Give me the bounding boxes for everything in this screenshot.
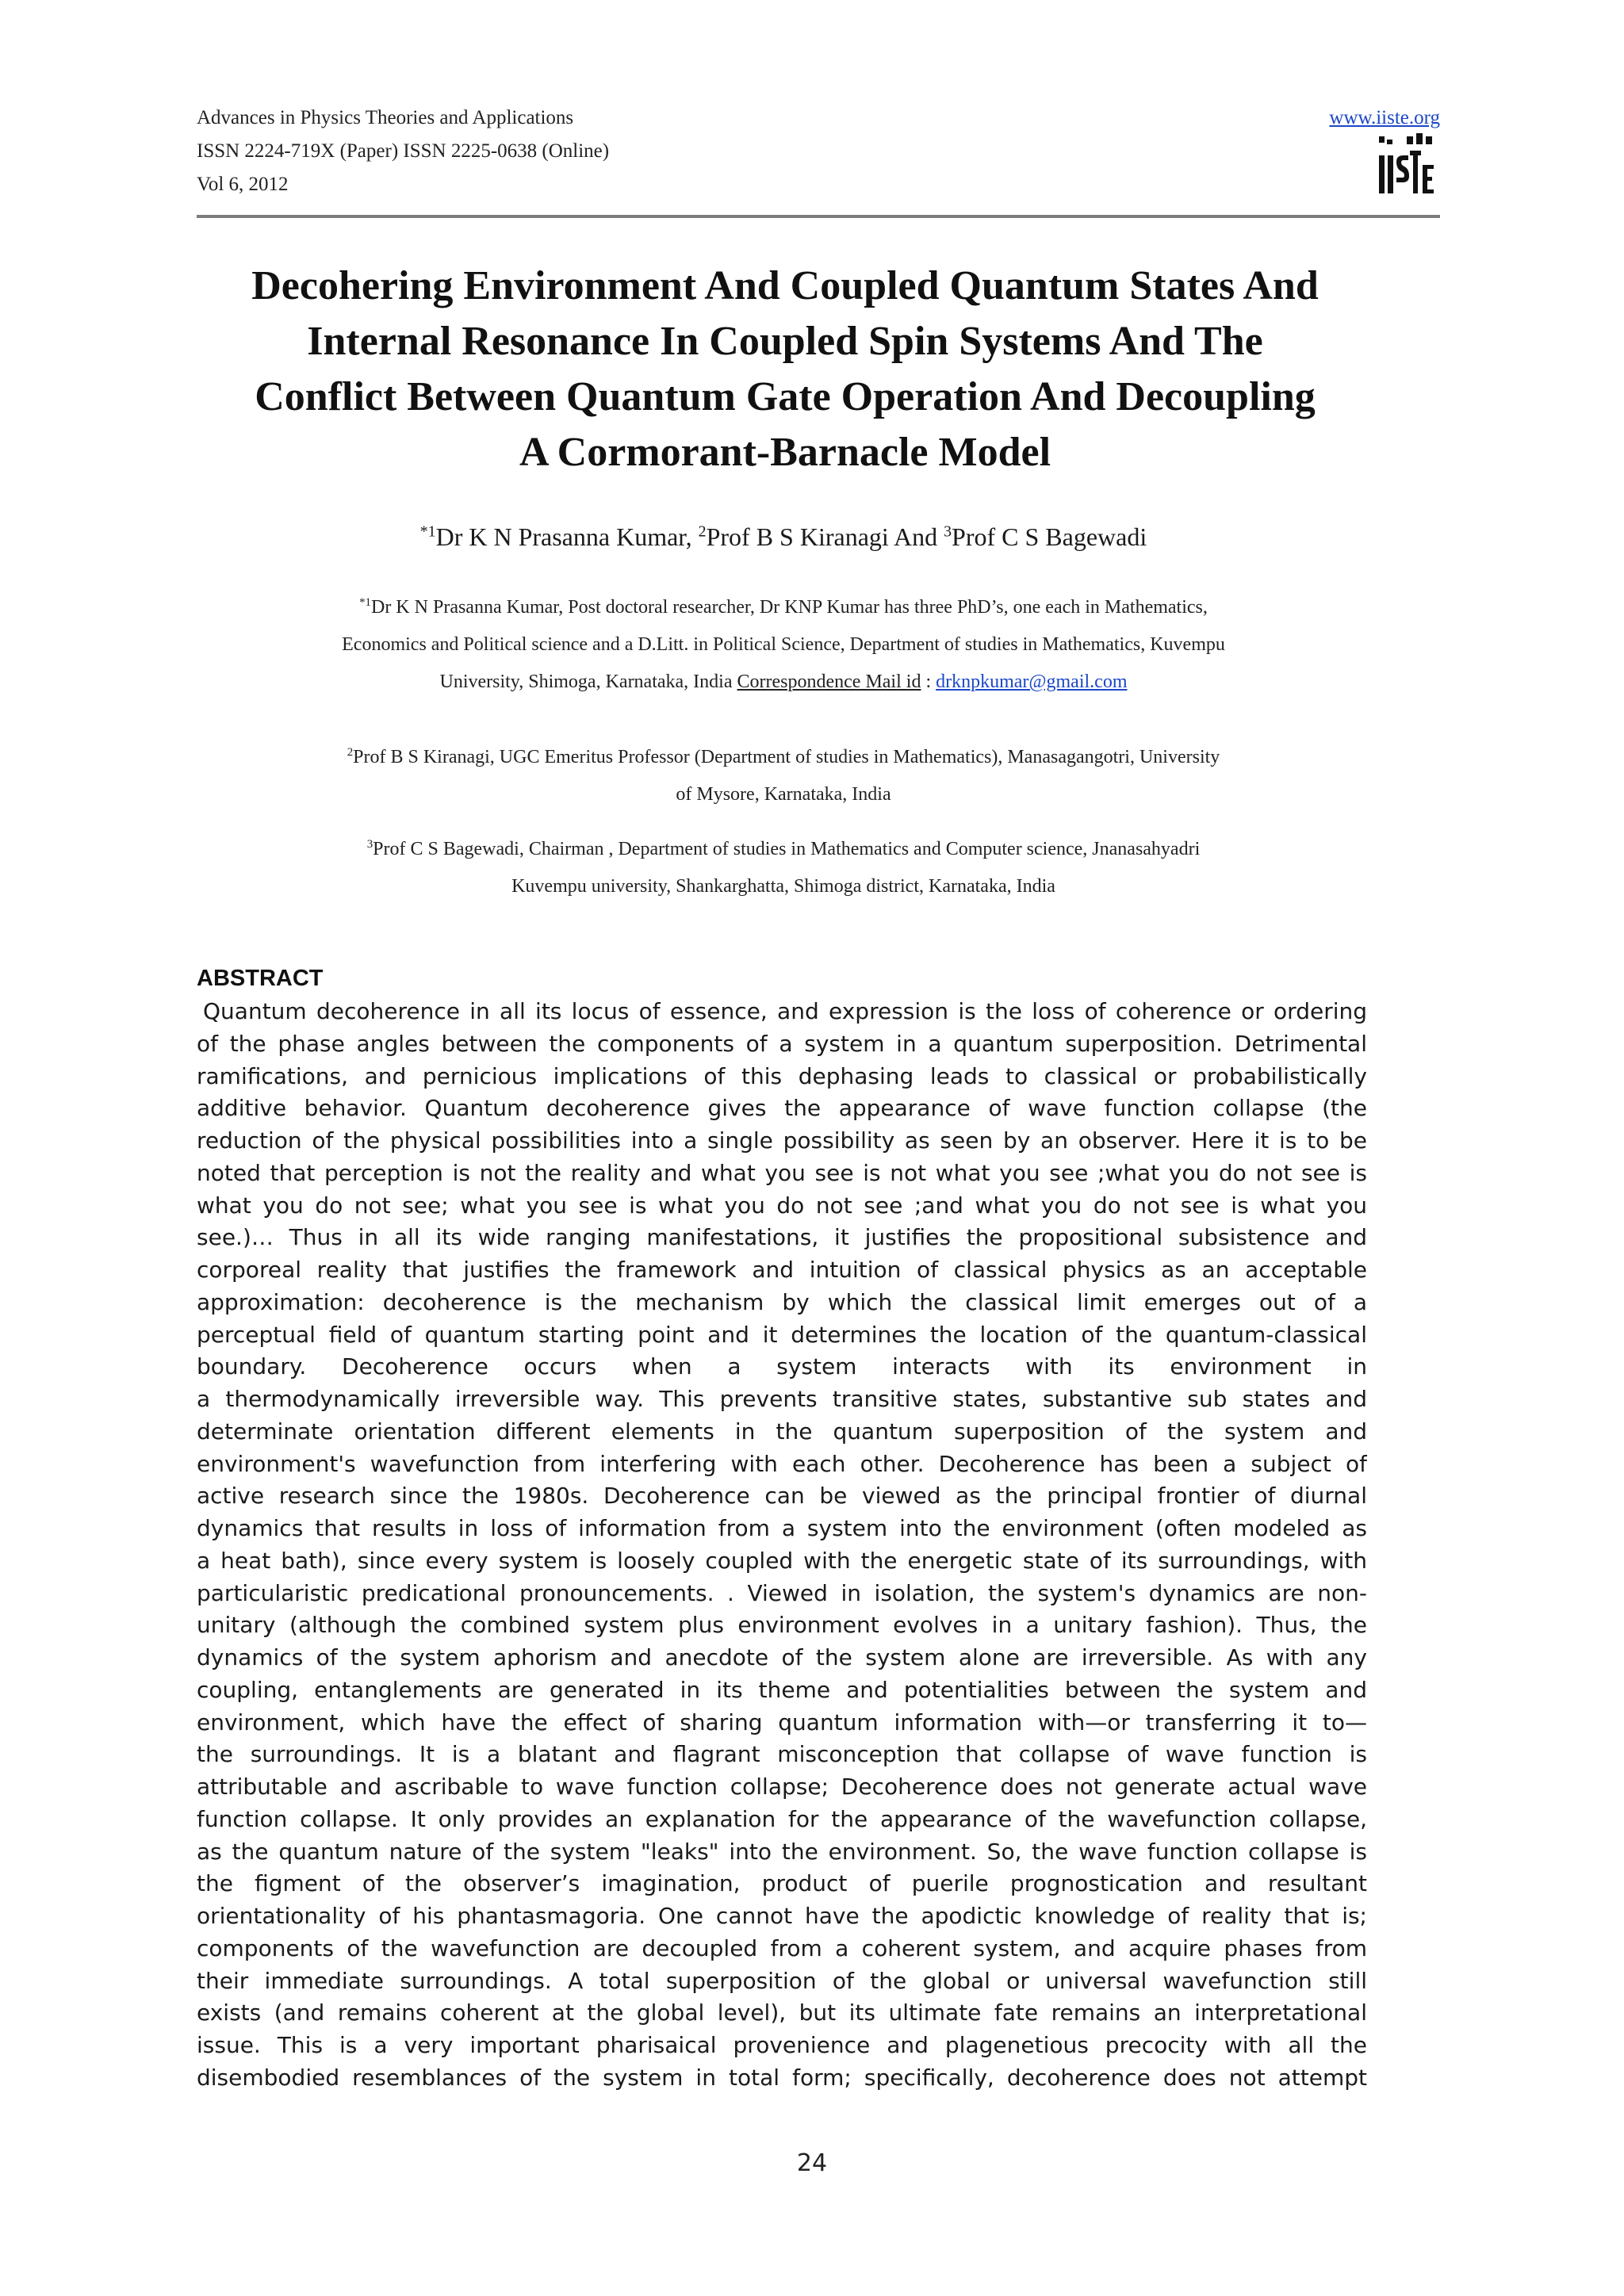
affiliation-3 — [197, 831, 1370, 905]
issn-line: ISSN 2224-719X (Paper) ISSN 2225-0638 (Online) — [197, 140, 610, 162]
abstract-line: dynamics that results in loss of information from a system into the environment (often modeled as — [197, 1515, 1367, 1541]
abstract-line: a thermodynamically irreversible way. This prevents transitive states, substantive sub states and — [197, 1386, 1367, 1412]
abstract-line: reduction of the physical possibilities into a single possibility as seen by an observer. Here it is to be — [197, 1127, 1367, 1154]
abstract-line: unitary (although the combined system plus environment evolves in a unitary fashion). Thus, the — [197, 1612, 1367, 1639]
abstract-line: Quantum decoherence in all its locus of essence, and expression is the loss of coherence or ordering — [203, 998, 1367, 1024]
abstract-line: active research since the 1980s. Decoherence can be viewed as the principal frontier of diurnal — [197, 1483, 1367, 1510]
abstract-line: as the quantum nature of the system "leaks" into the environment. So, the wave function collapse is — [197, 1838, 1367, 1865]
affiliation-line: $^2$Prof B S Kiranagi, UGC Emeritus Professor (Department of studies in Mathematics), Manasagangotri, University — [347, 746, 1220, 767]
paper-title — [159, 258, 1411, 480]
abstract-line: ramifications, and pernicious implications of this dephasing leads to classical or probabilistically — [197, 1062, 1367, 1089]
abstract-line: exists (and remains coherent at the global level), but its ultimate fate remains an interpretational — [197, 1999, 1367, 2026]
affiliation-line: Kuvempu university, Shankarghatta, Shimoga district, Karnataka, India — [511, 876, 1055, 897]
header-rule — [197, 215, 1440, 218]
abstract-line: the surroundings. It is a blatant and flagrant misconception that collapse of wave function is — [197, 1741, 1367, 1768]
title-line: Decohering Environment And Coupled Quantum States And — [251, 263, 1319, 308]
iiste-logo-icon — [1377, 133, 1435, 197]
affiliation-line: of Mysore, Karnataka, India — [676, 784, 891, 805]
title-line: A Cormorant-Barnacle Model — [519, 430, 1051, 475]
abstract-line: attributable and ascribable to wave function collapse; Decoherence does not generate actual wave — [197, 1774, 1367, 1800]
author-name: Dr K N Prasanna Kumar, — [435, 522, 699, 551]
abstract-line: see.)… Thus in all its wide ranging manifestations, it justifies the propositional subsistence and — [197, 1224, 1367, 1251]
abstract-heading: ABSTRACT — [197, 966, 324, 991]
abstract-body — [197, 996, 1367, 2095]
affiliation-line: $^{*1}$Dr K N Prasanna Kumar, Post doctoral researcher, Dr KNP Kumar has three PhD’s, one each in Mathematics, — [359, 596, 1208, 618]
affiliation-marker: *1 — [359, 596, 371, 609]
abstract-line: orientationality of his phantasmagoria. One cannot have the apodictic knowledge of reality that is; — [197, 1903, 1367, 1929]
abstract-line: environment's wavefunction from interfering with each other. Decoherence has been a subject of — [197, 1450, 1367, 1477]
affiliation-1 — [197, 589, 1370, 701]
abstract-line: what you do not see; what you see is what you do not see ;and what you do not see is what you — [197, 1192, 1367, 1219]
abstract-line: function collapse. It only provides an explanation for the appearance of the wavefunction collapse, — [197, 1805, 1367, 1832]
affiliation-line: Economics and Political science and a D.Litt. in Political Science, Department of studies in Mathematics, Kuvempu — [342, 634, 1225, 655]
abstract-line: environment, which have the effect of sharing quantum information with—or transferring it to— — [197, 1709, 1367, 1735]
title-line: Conflict Between Quantum Gate Operation And Decoupling — [255, 374, 1316, 419]
abstract-line: issue. This is a very important pharisaical provenience and plagenetious precocity with all the — [197, 2032, 1367, 2058]
author-list — [197, 519, 1370, 554]
journal-url-link[interactable]: www.iiste.org — [1329, 107, 1440, 128]
abstract-line: coupling, entanglements are generated in its theme and potentialities between the system and — [197, 1676, 1367, 1703]
abstract-line: boundary. Decoherence occurs when a system interacts with its environment in — [197, 1353, 1367, 1380]
email-link[interactable]: drknpkumar@gmail.com — [936, 672, 1128, 692]
abstract-line: additive behavior. Quantum decoherence gives the appearance of wave function collapse (the — [197, 1095, 1367, 1122]
author-marker: 2 — [698, 522, 707, 541]
journal-name: Advances in Physics Theories and Applications — [197, 107, 574, 128]
abstract-line: perceptual field of quantum starting point and it determines the location of the quantum-classical — [197, 1321, 1367, 1348]
correspondence-label: Correspondence Mail id — [737, 672, 921, 692]
affiliation-marker: 2 — [347, 746, 354, 759]
author-name: Prof B S Kiranagi And — [706, 522, 944, 551]
author-marker: *1 — [419, 522, 436, 541]
abstract-line: components of the wavefunction are decoupled from a coherent system, and acquire phases from — [197, 1934, 1367, 1961]
abstract-line: approximation: decoherence is the mechanism by which the classical limit emerges out of a — [197, 1288, 1367, 1315]
affiliation-line: $^3$Prof C S Bagewadi, Chairman , Department of studies in Mathematics and Computer science, Jnanasahyadri — [366, 838, 1201, 859]
abstract-line: disembodied resemblances of the system in total form; specifically, decoherence does not attempt — [197, 2064, 1367, 2091]
affiliation-line: University, Shimoga, Karnataka, India Correspondence Mail id : drknpkumar@gmail.com — [439, 672, 1128, 692]
author-marker: 3 — [944, 522, 952, 541]
abstract-line: particularistic predicational pronouncements. . Viewed in isolation, the system's dynamics are non- — [197, 1579, 1367, 1606]
abstract-line: the figment of the observer’s imagination, product of puerile prognostication and resultant — [197, 1870, 1367, 1897]
abstract-line: noted that perception is not the reality and what you see is not what you see ;what you do not see is — [197, 1159, 1367, 1186]
abstract-line: determinate orientation different elements in the quantum superposition of the system and — [197, 1418, 1367, 1445]
abstract-line: of the phase angles between the components of a system in a quantum superposition. Detrimental — [197, 1030, 1367, 1057]
abstract-line: corporeal reality that justifies the framework and intuition of classical physics as an acceptable — [197, 1257, 1367, 1283]
abstract-line: their immediate surroundings. A total superposition of the global or universal wavefunction still — [197, 1967, 1367, 1994]
abstract-line: dynamics of the system aphorism and anecdote of the system alone are irreversible. As with any — [197, 1644, 1367, 1670]
author-name: Prof C S Bagewadi — [952, 522, 1147, 551]
running-header — [197, 101, 1440, 220]
page-number: 24 — [796, 2149, 828, 2177]
volume-line: Vol 6, 2012 — [197, 174, 289, 195]
abstract-line: a heat bath), since every system is loosely coupled with the energetic state of its surroundings, with — [197, 1547, 1367, 1574]
affiliation-marker: 3 — [366, 838, 373, 851]
affiliation-2 — [197, 739, 1370, 813]
title-line: Internal Resonance In Coupled Spin Systems And The — [307, 319, 1263, 364]
